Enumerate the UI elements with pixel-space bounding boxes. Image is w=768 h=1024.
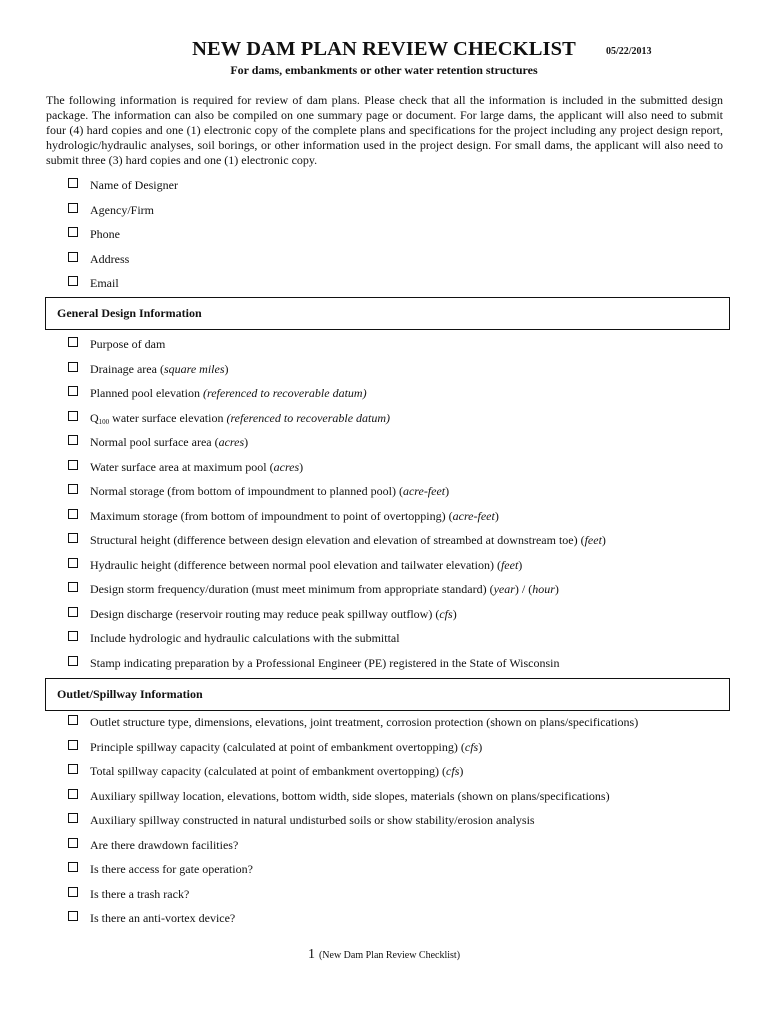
item-label: Phone	[90, 227, 120, 241]
checkbox[interactable]	[68, 276, 78, 286]
item-unit: (referenced to recoverable datum)	[226, 410, 391, 425]
item-unit: acre-feet	[402, 484, 446, 498]
checklist-item	[68, 789, 610, 803]
item-label-subscript: 100	[98, 417, 110, 426]
checkbox[interactable]	[68, 227, 78, 237]
item-label: Planned pool elevation	[90, 386, 203, 400]
item-label: Are there drawdown facilities?	[90, 837, 239, 852]
item-unit: acres	[273, 459, 300, 474]
checklist-item	[68, 178, 178, 192]
item-label: Is there a trash rack?	[90, 886, 190, 901]
checkbox[interactable]	[68, 887, 78, 897]
checkbox[interactable]	[68, 178, 78, 188]
checkbox[interactable]	[68, 813, 78, 823]
item-unit: year	[493, 582, 515, 596]
item-unit: cfs	[439, 606, 453, 621]
item-unit: (referenced to recoverable datum)	[202, 386, 367, 400]
item-label: Principle spillway capacity (calculated at point of embankment overtopping) (	[90, 739, 465, 754]
page-subtitle: For dams, embankments or other water retention structures	[230, 63, 538, 77]
item-label: Maximum storage (from bottom of impoundment to point of overtopping) (	[90, 508, 453, 523]
item-label-tail: )	[445, 484, 450, 498]
page-number: 1	[307, 947, 315, 962]
checklist-item	[68, 484, 449, 498]
checklist-item	[68, 276, 119, 290]
section-title: Outlet/Spillway Information	[57, 687, 203, 701]
item-label-mid: ) / (	[514, 582, 533, 596]
checkbox[interactable]	[68, 656, 78, 666]
checkbox[interactable]	[68, 533, 78, 543]
checklist-item	[68, 533, 606, 547]
item-label: Structural height (difference between design elevation and elevation of streambed at downstream toe) (	[90, 533, 585, 547]
checkbox[interactable]	[68, 838, 78, 848]
item-label-prefix: Q	[90, 410, 99, 425]
checklist-item	[68, 631, 400, 645]
item-label-tail: )	[224, 361, 229, 376]
checklist-item	[68, 252, 129, 266]
checklist-item	[68, 715, 638, 729]
item-label: Outlet structure type, dimensions, elevations, joint treatment, corrosion protection (shown on plans/specifications)	[90, 715, 639, 729]
checklist-item	[68, 813, 535, 827]
checkbox[interactable]	[68, 558, 78, 568]
checkbox[interactable]	[68, 509, 78, 519]
section-header-general-design	[45, 297, 730, 330]
item-label: Address	[90, 251, 130, 266]
item-unit: square miles	[163, 361, 225, 376]
item-label: Stamp indicating preparation by a Professional Engineer (PE) registered in the State of Wisconsin	[90, 655, 560, 670]
checklist-item	[68, 460, 303, 474]
checkbox[interactable]	[68, 911, 78, 921]
item-label-tail: )	[459, 764, 464, 778]
page-title: NEW DAM PLAN REVIEW CHECKLIST	[192, 38, 576, 60]
item-label: Total spillway capacity (calculated at point of embankment overtopping) (	[90, 764, 447, 778]
item-label: Hydraulic height (difference between normal pool elevation and tailwater elevation) (	[90, 557, 501, 572]
item-unit: feet	[584, 533, 602, 547]
checklist-item	[68, 362, 229, 376]
checkbox[interactable]	[68, 460, 78, 470]
item-label: water surface elevation	[109, 410, 227, 425]
item-label-tail: )	[452, 606, 457, 621]
checkbox[interactable]	[68, 582, 78, 592]
checklist-item	[68, 558, 522, 572]
section-header-outlet-spillway	[45, 678, 730, 711]
checkbox[interactable]	[68, 337, 78, 347]
checkbox[interactable]	[68, 411, 78, 421]
item-label-tail: )	[299, 459, 304, 474]
footer-label: (New Dam Plan Review Checklist)	[318, 950, 461, 961]
item-label: Purpose of dam	[90, 337, 166, 351]
checklist-item	[68, 862, 253, 876]
revision-date: 05/22/2013	[606, 46, 652, 57]
intro-paragraph: The following information is required for review of dam plans. Please check that all the information is included in the submitted design package. The information can also be compiled on one summary page or document. For large dams, the applicant will also need to submit four (4) hard copies and one (1) electronic copy of the complete plans and specifications for the project including any project design report, hydrologic/hydraulic analyses, soil borings, or other information used in the project design. For small dams, the applicant will also need to submit three (3) hard copies and one (1) electronic copy.	[46, 93, 723, 168]
checkbox[interactable]	[68, 484, 78, 494]
section-title: General Design Information	[57, 306, 202, 320]
item-label: Normal storage (from bottom of impoundment to planned pool) (	[90, 484, 403, 498]
header	[0, 38, 768, 64]
checkbox[interactable]	[68, 435, 78, 445]
item-label: Design discharge (reservoir routing may reduce peak spillway outflow) (	[90, 606, 440, 621]
checklist-item	[68, 582, 559, 596]
checklist-item	[68, 509, 499, 523]
checkbox[interactable]	[68, 362, 78, 372]
item-label-tail: )	[554, 582, 559, 596]
item-unit: cfs	[464, 739, 479, 754]
item-label: Auxiliary spillway location, elevations, bottom width, side slopes, materials (shown on plans/specifications)	[90, 788, 610, 803]
item-label-tail: )	[494, 508, 499, 523]
checkbox[interactable]	[68, 740, 78, 750]
item-label: Auxiliary spillway constructed in natural undisturbed soils or show stability/erosion analysis	[90, 813, 535, 827]
item-label: Normal pool surface area (	[90, 435, 219, 449]
checklist-item	[68, 435, 248, 449]
checkbox[interactable]	[68, 862, 78, 872]
checklist-item	[68, 764, 463, 778]
checklist-item	[68, 607, 457, 621]
checkbox[interactable]	[68, 789, 78, 799]
checklist-item	[68, 386, 367, 400]
checkbox[interactable]	[68, 252, 78, 262]
checkbox[interactable]	[68, 203, 78, 213]
item-unit: acres	[218, 435, 245, 449]
checklist-item	[68, 227, 120, 241]
item-unit: cfs	[446, 764, 460, 778]
item-label: Drainage area (	[90, 361, 164, 376]
checklist-item	[68, 740, 482, 754]
checkbox[interactable]	[68, 607, 78, 617]
item-label: Email	[90, 276, 119, 290]
item-label: Design storm frequency/duration (must meet minimum from appropriate standard) (	[90, 582, 494, 596]
item-label-tail: )	[518, 557, 523, 572]
item-label-tail: )	[601, 533, 606, 547]
item-label: Name of Designer	[90, 178, 178, 192]
item-label: Is there access for gate operation?	[90, 862, 253, 876]
checkbox[interactable]	[68, 715, 78, 725]
item-unit: feet	[500, 557, 519, 572]
item-label: Is there an anti-vortex device?	[90, 911, 236, 925]
item-unit: hour	[532, 582, 555, 596]
checkbox[interactable]	[68, 631, 78, 641]
page-footer	[0, 945, 768, 963]
checklist-item	[68, 887, 189, 901]
item-unit: acre-feet	[452, 508, 495, 523]
checklist-item	[68, 411, 390, 425]
item-label-tail: )	[478, 739, 483, 754]
item-label: Water surface area at maximum pool (	[90, 459, 274, 474]
item-label-tail: )	[244, 435, 249, 449]
checklist-item	[68, 656, 560, 670]
checklist-item	[68, 203, 154, 217]
checkbox[interactable]	[68, 386, 78, 396]
checklist-item	[68, 337, 165, 351]
item-label: Agency/Firm	[90, 202, 154, 217]
item-label: Include hydrologic and hydraulic calculations with the submittal	[90, 631, 400, 645]
checkbox[interactable]	[68, 764, 78, 774]
checklist-item	[68, 838, 238, 852]
checklist-item	[68, 911, 235, 925]
